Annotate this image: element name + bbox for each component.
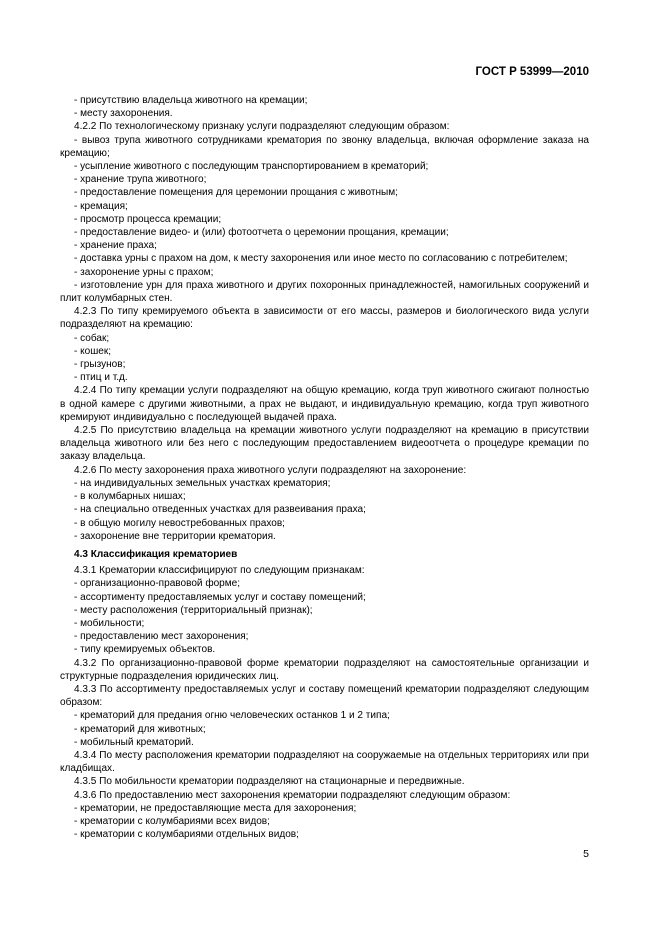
list-item: - предоставление видео- и (или) фотоотчета о церемонии прощания, кремации; [74, 227, 449, 239]
numbered-paragraph: 4.2.3 По типу кремируемого объекта в зависимости от его массы, размеров и биологического вида услуги подразделяют на кремацию: [60, 306, 589, 331]
list-item: - на специально отведенных участках для развеивания праха; [74, 504, 366, 516]
list-item: - хранение трупа животного; [74, 174, 207, 186]
list-item: - просмотр процесса кремации; [74, 213, 222, 225]
list-item: - птиц и т.д. [74, 372, 128, 384]
section-heading: 4.3 Классификация крематориев [74, 548, 238, 560]
list-item: - месту захоронения. [74, 108, 173, 120]
list-item: - захоронение урны с прахом; [74, 266, 214, 278]
list-item: - мобильности; [74, 617, 145, 629]
list-item: - в общую могилу невостребованных прахов; [74, 517, 285, 529]
numbered-paragraph: 4.3.5 По мобильности крематории подразделяют на стационарные и передвижные. [74, 776, 465, 788]
list-item: - грызунов; [74, 359, 126, 371]
list-item: - организационно-правовой форме; [74, 578, 241, 590]
numbered-paragraph: 4.3.2 По организационно-правовой форме крематории подразделяют на самостоятельные организации и структурные подразделения юридических лиц. [60, 657, 589, 682]
numbered-paragraph: 4.3.4 По месту расположения крематории подразделяют на сооружаемые на отдельных территориях или при кладбищах. [60, 749, 589, 775]
list-item: - крематории, не предоставляющие места для захоронения; [74, 802, 357, 814]
numbered-paragraph: - доставка урны с прахом на дом, к месту захоронения или иное место по согласованию с потребителем; [74, 253, 568, 265]
document-body [60, 94, 589, 841]
numbered-paragraph: 4.2.6 По месту захоронения праха животного услуги подразделяют на захоронение: [74, 464, 467, 476]
list-item: - кошек; [74, 345, 112, 357]
list-item: - в колумбарных нишах; [74, 491, 186, 503]
numbered-paragraph: - изготовление урн для праха животного и других похоронных принадлежностей, намогильных сооружений и плит колумбарных стен. [60, 279, 589, 305]
list-item: - крематории с колумбариями отдельных видов; [74, 829, 299, 841]
numbered-paragraph: 4.3.1 Крематории классифицируют по следующим признакам: [74, 565, 365, 577]
numbered-paragraph: 4.2.2 По технологическому признаку услуги подразделяют следующим образом: [74, 121, 450, 133]
page-number: 5 [583, 848, 589, 860]
list-item: - предоставление помещения для церемонии прощания с животным; [74, 187, 398, 199]
list-item: - предоставлению мест захоронения; [74, 631, 249, 643]
list-item: - крематорий для животных; [74, 723, 206, 735]
document-header: ГОСТ Р 53999—2010 [475, 66, 589, 78]
list-item: - ассортименту предоставляемых услуг и составу помещений; [74, 591, 366, 603]
list-item: - усыпление животного с последующим транспортированием в крематорий; [74, 161, 429, 173]
list-item: - захоронение вне территории крематория. [74, 530, 276, 542]
list-item: - присутствию владельца животного на кремации; [74, 95, 308, 106]
list-item: - мобильный крематорий. [74, 736, 194, 748]
numbered-paragraph: - вывоз трупа животного сотрудниками крематория по звонку владельца, включая оформление заказа на кремацию; [60, 134, 589, 159]
numbered-paragraph: 4.2.5 По присутствию владельца на кремации животного услуги подразделяют на кремацию в присутствии владельца животного или без него с последующим предоставлением видеоотчета о процедуре кремации по заказу владельца. [60, 425, 589, 463]
list-item: - хранение праха; [74, 240, 157, 252]
list-item: - на индивидуальных земельных участках крематория; [74, 477, 331, 489]
numbered-paragraph: 4.3.3 По ассортименту предоставляемых услуг и составу помещений крематории подразделяют следующим образом: [60, 683, 589, 709]
list-item: - крематорий для предания огню человеческих останков 1 и 2 типа; [74, 710, 390, 722]
list-item: - кремация; [74, 200, 128, 212]
list-item: - месту расположения (территориальный признак); [74, 604, 313, 616]
numbered-paragraph: 4.3.6 По предоставлению мест захоронения крематории подразделяют следующим образом: [74, 789, 511, 801]
list-item: - собак; [74, 332, 110, 344]
numbered-paragraph: 4.2.4 По типу кремации услуги подразделяют на общую кремацию, когда труп животного сжигают полностью в одной камере с другими животными, а прах не выдают, и индивидуальную кремацию, когда труп животного кремируют индивидуально с последующей выдачей праха. [60, 385, 589, 423]
list-item: - типу кремируемых объектов. [74, 644, 216, 656]
list-item: - крематории с колумбариями всех видов; [74, 815, 270, 827]
